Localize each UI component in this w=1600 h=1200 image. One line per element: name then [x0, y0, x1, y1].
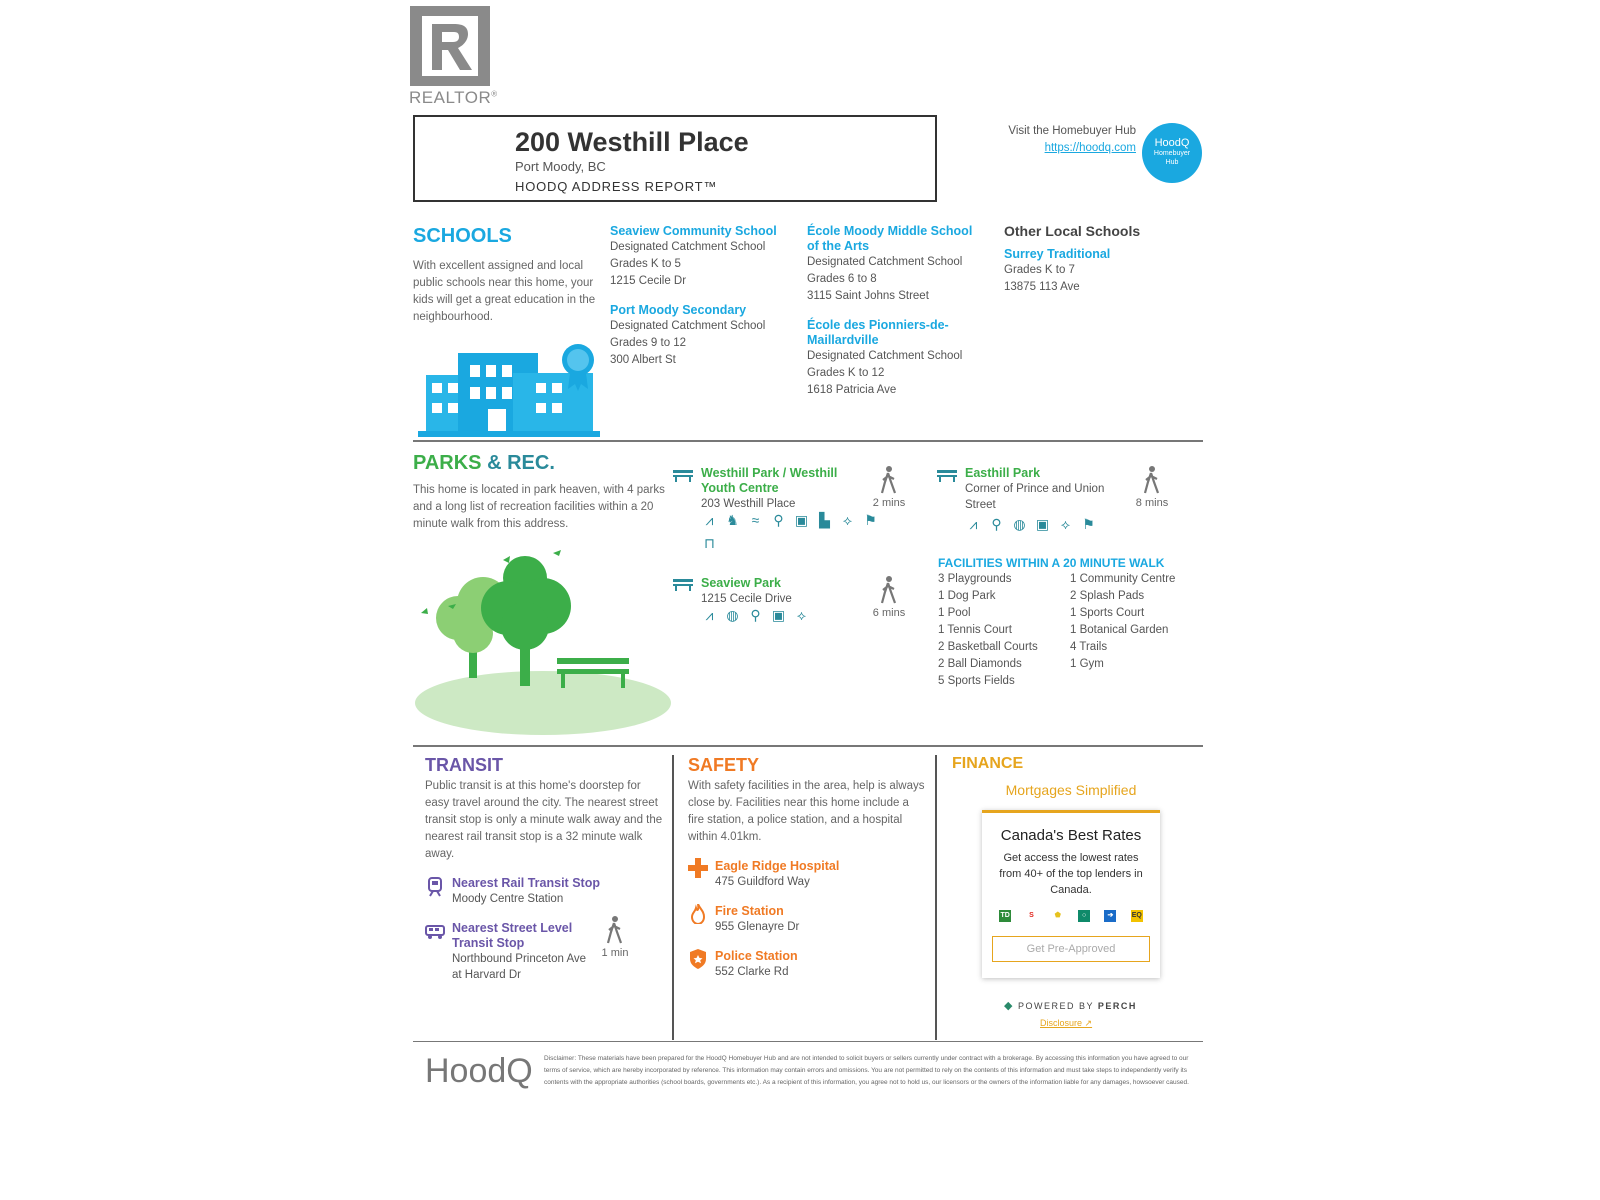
bus-icon — [425, 925, 445, 944]
park-address: 203 Westhill Place — [701, 498, 796, 510]
school-card-seaview — [610, 224, 790, 290]
other-schools-heading: Other Local Schools — [1004, 223, 1141, 239]
facility-item: 2 Basketball Courts — [938, 641, 1038, 653]
walking-icon — [605, 916, 625, 944]
lender-logo: ○ — [1078, 910, 1090, 922]
park-amenity-icons — [965, 516, 1097, 533]
facility-item: 2 Splash Pads — [1070, 590, 1145, 602]
powered-label: POWERED BY — [1017, 1001, 1094, 1011]
perch-brand: PERCH — [1097, 1001, 1137, 1011]
police-station-card — [715, 949, 915, 980]
get-pre-approved-button[interactable]: Get Pre-Approved — [992, 936, 1150, 962]
school-type: Designated Catchment School — [610, 241, 766, 253]
hub-link[interactable]: https://hoodq.com — [1044, 142, 1136, 154]
police-station-address: 552 Clarke Rd — [715, 966, 789, 978]
playground-icon: ⩘ — [705, 512, 714, 528]
finance-subheading: Mortgages Simplified — [1005, 782, 1137, 798]
school-address: 300 Albert St — [610, 354, 676, 366]
walking-icon — [879, 576, 899, 604]
park-amenity-icons — [701, 607, 810, 624]
realtor-wordmark: REALTOR® — [409, 88, 498, 107]
hospital-name[interactable]: Eagle Ridge Hospital — [715, 859, 840, 873]
school-grades: Grades K to 7 — [1004, 264, 1075, 276]
transit-intro: Public transit is at this home's doorstep for easy travel around the city. The nearest street transit stop is only a minute walk away and the nearest rail transit stop is a 32 minute walk away. — [425, 780, 663, 860]
dog-icon: ♞ — [726, 512, 739, 528]
school-card-pionniers — [807, 318, 987, 399]
basketball-icon: ◍ — [1013, 516, 1026, 532]
court-icon: ▣ — [794, 512, 809, 528]
walk-time-label: 8 mins — [1135, 497, 1169, 509]
facility-item: 5 Sports Fields — [938, 675, 1015, 687]
bench-icon — [673, 468, 693, 487]
section-divider — [413, 440, 1203, 442]
runner-icon: ⚑ — [864, 512, 877, 528]
rail-transit-stop — [452, 876, 652, 907]
school-address: 1215 Cecile Dr — [610, 275, 687, 287]
facility-item: 1 Tennis Court — [938, 624, 1012, 636]
school-grades: Grades K to 5 — [610, 258, 681, 270]
disclosure-link[interactable] — [1040, 1018, 1092, 1029]
hospital-card — [715, 859, 915, 890]
mortgage-card — [982, 810, 1160, 978]
address-city: Port Moody, BC — [515, 159, 606, 174]
finance-heading: FINANCE — [952, 755, 1024, 772]
walk-time-westhill — [864, 466, 914, 509]
street-transit-stop — [452, 921, 592, 983]
hospital-address: 475 Guildford Way — [715, 876, 810, 888]
fire-station-name[interactable]: Fire Station — [715, 904, 784, 918]
perch-icon: ◆ — [1004, 1000, 1014, 1012]
realtor-logo — [410, 6, 490, 86]
playground-icon: ⩘ — [969, 516, 978, 532]
rail-stop-value: Moody Centre Station — [452, 893, 564, 905]
powered-by-perch — [1004, 999, 1137, 1012]
school-address: 13875 113 Ave — [1004, 281, 1080, 293]
eq-bank-logo: EQ — [1131, 910, 1143, 922]
hospital-icon — [688, 858, 708, 883]
school-grades: Grades K to 12 — [807, 367, 885, 379]
facility-item: 1 Dog Park — [938, 590, 996, 602]
parks-intro: This home is located in park heaven, with 4 parks and a long list of recreation facilities within a 20 minute walk from this address. — [413, 484, 665, 530]
facilities-heading: FACILITIES WITHIN A 20 MINUTE WALK — [938, 556, 1165, 570]
court-icon: ▣ — [1035, 516, 1050, 532]
walking-icon — [879, 466, 899, 494]
parks-heading — [413, 452, 555, 475]
school-grades: Grades 9 to 12 — [610, 337, 687, 349]
lender-logos — [992, 910, 1150, 922]
scotiabank-logo: S — [1029, 912, 1034, 919]
facility-item: 1 Pool — [938, 607, 971, 619]
disclosure-label: Disclosure — [1040, 1018, 1083, 1028]
shield-logo: ⬟ — [1054, 912, 1061, 919]
footer-divider — [413, 1041, 1203, 1042]
park-card-easthill — [965, 466, 1120, 513]
tennis-icon: ⚲ — [750, 607, 761, 623]
column-divider — [935, 755, 937, 1040]
school-type: Designated Catchment School — [807, 350, 963, 362]
facilities-list-right — [1070, 571, 1175, 673]
schools-heading: SCHOOLS — [413, 225, 512, 247]
facility-item: 3 Playgrounds — [938, 573, 1012, 585]
school-card-surrey — [1004, 247, 1184, 296]
external-link-icon: ↗ — [1084, 1018, 1093, 1028]
fire-icon — [691, 904, 705, 929]
card-description: Get access the lowest rates from 40+ of the top lenders in Canada. — [999, 852, 1143, 896]
school-name[interactable]: Port Moody Secondary — [610, 303, 747, 317]
walk-time-transit — [590, 916, 640, 959]
splash-icon: ⟡ — [842, 512, 853, 528]
parks-heading-a: PARKS — [413, 452, 482, 474]
column-divider — [672, 755, 674, 1040]
bench-icon: ⊓ — [704, 535, 715, 551]
hub-badge-sub: Homebuyer Hub — [1153, 150, 1191, 166]
facility-item: 1 Botanical Garden — [1070, 624, 1169, 636]
facility-item: 1 Sports Court — [1070, 607, 1145, 619]
parks-heading-b: & REC. — [487, 452, 555, 474]
park-address: Corner of Prince and Union Street — [965, 483, 1105, 511]
splash-icon: ⟡ — [1060, 516, 1071, 532]
hub-visit-text: Visit the Homebuyer Hub — [1008, 125, 1136, 137]
building-icon: ▙ — [819, 512, 830, 528]
school-card-port-moody — [610, 303, 790, 369]
bench-icon — [937, 468, 957, 487]
hub-badge-title: HoodQ — [1154, 137, 1190, 149]
street-stop-value: Northbound Princeton Ave at Harvard Dr — [452, 953, 587, 981]
fire-station-address: 955 Glenayre Dr — [715, 921, 800, 933]
transit-heading: TRANSIT — [425, 755, 503, 775]
report-label: HOODQ ADDRESS REPORT™ — [515, 179, 718, 194]
facility-item: 1 Gym — [1070, 658, 1104, 670]
park-name[interactable]: Westhill Park / Westhill Youth Centre — [701, 466, 838, 495]
tennis-icon: ⚲ — [773, 512, 784, 528]
facility-item: 1 Community Centre — [1070, 573, 1176, 585]
fire-station-card — [715, 904, 915, 935]
facility-item: 2 Ball Diamonds — [938, 658, 1022, 670]
school-name[interactable]: École Moody Middle School of the Arts — [807, 224, 973, 253]
td-bank-logo: TD — [999, 910, 1011, 922]
park-name[interactable]: Seaview Park — [701, 576, 781, 590]
school-name[interactable]: École des Pionniers-de-Maillardville — [807, 318, 949, 347]
park-name[interactable]: Easthill Park — [965, 466, 1041, 480]
school-building-illustration — [418, 343, 608, 443]
school-name[interactable]: Seaview Community School — [610, 224, 777, 238]
park-amenity-icons — [701, 512, 881, 552]
park-address: 1215 Cecile Drive — [701, 593, 792, 605]
school-address: 1618 Patricia Ave — [807, 384, 897, 396]
runner-icon: ⚑ — [1082, 516, 1095, 532]
tennis-icon: ⚲ — [991, 516, 1002, 532]
hoodq-hub-badge[interactable] — [1142, 123, 1202, 183]
rail-stop-label[interactable]: Nearest Rail Transit Stop — [452, 876, 600, 890]
safety-intro: With safety facilities in the area, help is always close by. Facilities near this home include a fire station, a police station, and a hospital within 4.01km. — [688, 780, 925, 843]
school-type: Designated Catchment School — [807, 256, 963, 268]
walk-time-label: 1 min — [601, 947, 629, 959]
police-badge-icon — [690, 949, 706, 974]
address-title: 200 Westhill Place — [515, 127, 749, 157]
bench-icon — [673, 577, 693, 596]
section-divider — [413, 745, 1203, 747]
walk-time-seaview — [864, 576, 914, 619]
playground-icon: ⩘ — [705, 607, 714, 623]
splash-icon: ⟡ — [796, 607, 807, 623]
school-name[interactable]: Surrey Traditional — [1004, 247, 1111, 261]
disclaimer-text: Disclaimer: These materials have been prepared for the HoodQ Homebuyer Hub and are not intended to solicit buyers or sellers currently under contract with a brokerage. By accessing this information you have agreed to our terms of service, which are hereby incorporated by reference. This information may contain errors and omissions. You are not permitted to rely on the contents of this information and must take steps to independently verify its contents with the appropriate authorities (school boards, governments etc.). As a recipient of this information, you agree not to hold us, our licensors or the owners of the information liable for any damages, howsoever caused. — [544, 1055, 1189, 1086]
safety-heading: SAFETY — [688, 755, 760, 775]
card-title: Canada's Best Rates — [1000, 827, 1142, 844]
school-card-moody-middle — [807, 224, 987, 305]
walk-time-label: 6 mins — [872, 607, 906, 619]
street-stop-label[interactable]: Nearest Street Level Transit Stop — [452, 921, 573, 950]
park-illustration — [413, 548, 675, 745]
school-address: 3115 Saint Johns Street — [807, 290, 929, 302]
hoodq-logo: HoodQ — [425, 1052, 533, 1090]
swimmer-icon: ≈ — [751, 512, 760, 528]
park-card-seaview — [701, 576, 851, 607]
school-type: Designated Catchment School — [610, 320, 766, 332]
facilities-list-left — [938, 571, 1038, 690]
walk-time-easthill — [1127, 466, 1177, 509]
school-grades: Grades 6 to 8 — [807, 273, 877, 285]
park-card-westhill — [701, 466, 851, 512]
court-icon: ▣ — [771, 607, 786, 623]
walking-icon — [1142, 466, 1162, 494]
walk-time-label: 2 mins — [872, 497, 906, 509]
lender-logo: ➔ — [1104, 910, 1116, 922]
basketball-icon: ◍ — [726, 607, 739, 623]
schools-intro: With excellent assigned and local public schools near this home, your kids will get a great education in the neighbourhood. — [413, 260, 596, 323]
police-station-name[interactable]: Police Station — [715, 949, 798, 963]
train-icon — [427, 877, 443, 902]
facility-item: 4 Trails — [1070, 641, 1108, 653]
